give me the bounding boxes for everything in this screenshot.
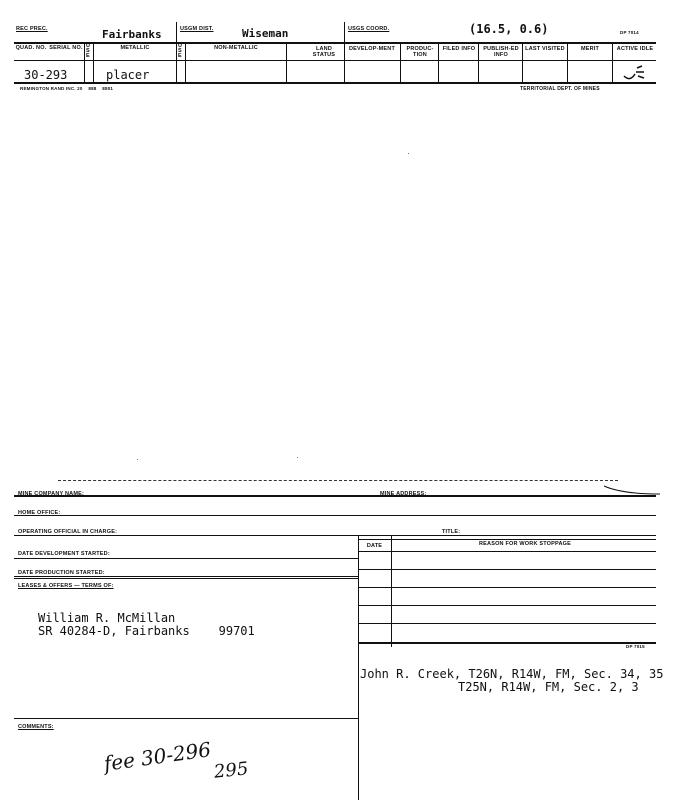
handwritten-note-line-2: 295: [212, 758, 250, 783]
top-card: [14, 22, 656, 100]
lessee-address: SR 40284-D, Fairbanks 99701: [38, 624, 255, 638]
mine-company-name-label: MINE COMPANY NAME:: [18, 491, 85, 497]
col-filed-info: FILED INFO: [442, 46, 476, 52]
stoppage-date-header: DATE: [366, 543, 383, 549]
col-production: PRODUC-TION: [406, 46, 434, 58]
bottom-card: [14, 480, 664, 802]
col-quad-no: QUAD. NO.: [15, 45, 47, 51]
speck: [408, 153, 409, 154]
leases-label: LEASES & OFFERS — TERMS OF:: [18, 583, 114, 589]
col-published-info: PUBLISH-ED INFO: [483, 46, 519, 58]
footer-right: TERRITORIAL DEPT. OF MINES: [520, 86, 600, 92]
col-land-status: LAND STATUS: [312, 46, 336, 58]
footer-left: REMINGTON RAND INC. 20 888 8801: [20, 86, 114, 91]
form-code-bottom: DP 7015: [626, 644, 645, 649]
operating-official-label: OPERATING OFFICIAL IN CHARGE:: [18, 529, 118, 535]
col-active-idle: ACTIVE IDLE: [616, 46, 654, 52]
usgm-dist-value: Wiseman: [242, 27, 289, 40]
mine-address-label: MINE ADDRESS:: [380, 491, 427, 497]
home-office-label: HOME OFFICE:: [18, 510, 61, 516]
quad-serial-value: 30-293: [24, 68, 68, 82]
col-serial-no: SERIAL NO.: [49, 45, 83, 51]
form-code-top: DP 7014: [620, 30, 639, 35]
location-line-1: John R. Creek, T26N, R14W, FM, Sec. 34, 35: [360, 667, 664, 681]
speck: [137, 459, 138, 460]
col-non-metallic: NON-METALLIC: [214, 45, 258, 51]
speck: [297, 457, 298, 458]
usgs-coord-value: (16.5, 0.6): [469, 22, 549, 36]
col-use-1: USE: [86, 43, 91, 59]
handwritten-note-line-1: fee 30-296: [102, 737, 213, 776]
rec-prec-value: Fairbanks: [102, 28, 162, 41]
active-idle-mark: [620, 62, 650, 82]
stoppage-reason-header: REASON FOR WORK STOPPAGE: [479, 541, 571, 547]
usgm-dist-label: USGM DIST.: [180, 26, 214, 32]
col-merit: MERIT: [580, 46, 600, 52]
metallic-value: placer: [106, 68, 150, 82]
col-development: DEVELOP-MENT: [348, 46, 396, 52]
date-production-label: DATE PRODUCTION STARTED:: [18, 570, 105, 576]
title-label: TITLE:: [442, 529, 461, 535]
col-use-2: USE: [178, 43, 183, 59]
usgs-coord-label: USGS COORD.: [348, 26, 390, 32]
date-development-label: DATE DEVELOPMENT STARTED:: [18, 551, 110, 557]
location-line-2: T25N, R14W, FM, Sec. 2, 3: [458, 680, 639, 694]
card-edge-curl: [602, 480, 662, 500]
col-last-visited: LAST VISITED: [525, 46, 565, 52]
rec-prec-label: REC PREC.: [16, 26, 48, 32]
lessee-name: William R. McMillan: [38, 611, 176, 625]
col-metallic: METALLIC: [120, 45, 150, 51]
comments-label: COMMENTS:: [18, 724, 54, 730]
